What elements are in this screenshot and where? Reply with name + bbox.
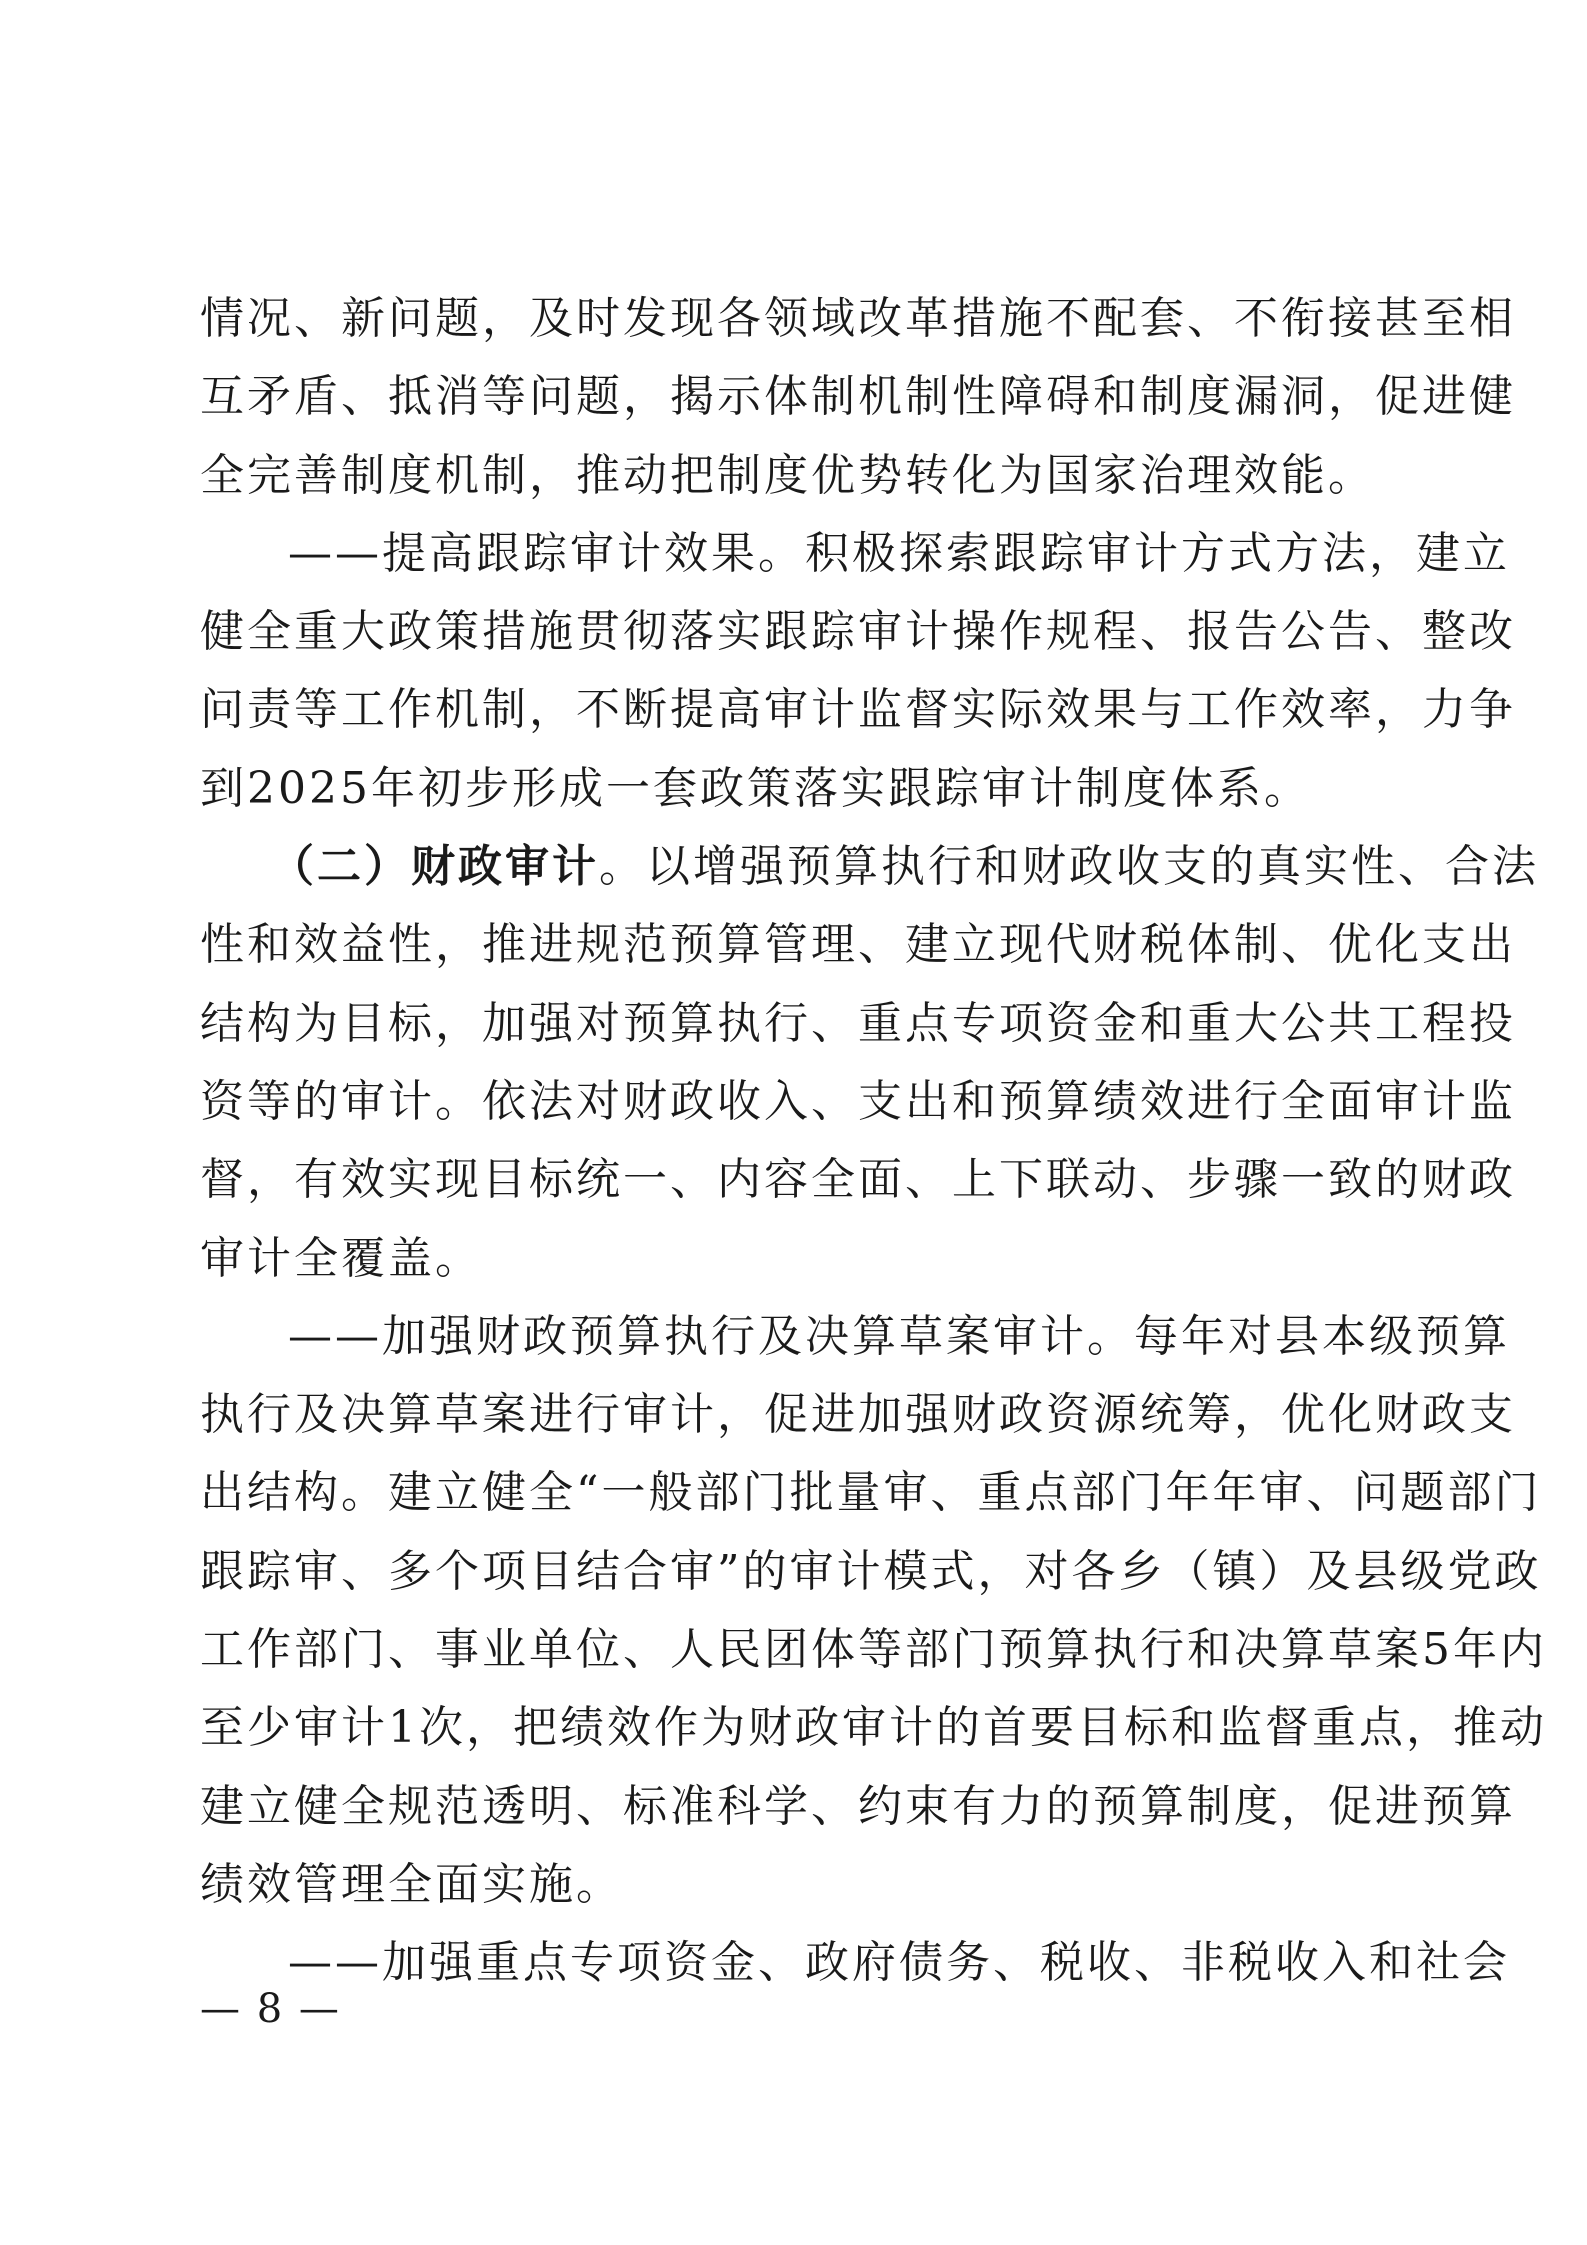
text-line: 性和效益性，推进规范预算管理、建立现代财税体制、优化支出 <box>200 919 1516 971</box>
text-line: ——加强财政预算执行及决算草案审计。每年对县本级预算 <box>288 1310 1510 1362</box>
section-heading-line <box>200 828 1539 906</box>
text-line: 互矛盾、抵消等问题，揭示体制机制性障碍和制度漏洞，促进健 <box>200 371 1516 423</box>
text-line: 出结构。建立健全“一般部门批量审、重点部门年年审、问题部门 <box>200 1467 1542 1519</box>
text-line: 督，有效实现目标统一、内容全面、上下联动、步骤一致的财政 <box>200 1154 1516 1206</box>
text-line: 到2025年初步形成一套政策落实跟踪审计制度体系。 <box>200 762 1311 814</box>
text-line: 问责等工作机制，不断提高审计监督实际效果与工作效率，力争 <box>200 684 1516 736</box>
text-line: 绩效管理全面实施。 <box>200 1858 623 1910</box>
text-line: ——加强重点专项资金、政府债务、税收、非税收入和社会 <box>288 1937 1510 1989</box>
text-line: 执行及决算草案进行审计，促进加强财政资源统筹，优化财政支 <box>200 1389 1516 1441</box>
text-line: 至少审计1次，把绩效作为财政审计的首要目标和监督重点，推动 <box>200 1702 1547 1754</box>
text-line: 建立健全规范透明、标准科学、约束有力的预算制度，促进预算 <box>200 1780 1516 1832</box>
text-line: 审计全覆盖。 <box>200 1232 482 1284</box>
text-line: 结构为目标，加强对预算执行、重点专项资金和重大公共工程投 <box>200 997 1516 1049</box>
text-line: 情况、新问题，及时发现各领域改革措施不配套、不衔接甚至相 <box>200 293 1516 344</box>
text-line: 跟踪审、多个项目结合审”的审计模式，对各乡（镇）及县级党政 <box>200 1545 1542 1597</box>
text-line: 健全重大政策措施贯彻落实跟踪审计操作规程、报告公告、整改 <box>200 606 1516 658</box>
text-line: 全完善制度机制，推动把制度优势转化为国家治理效能。 <box>200 449 1375 501</box>
text-line: 工作部门、事业单位、人民团体等部门预算执行和决算草案5年内 <box>200 1624 1547 1676</box>
body-text <box>200 280 1547 2003</box>
section-heading: （二）财政审计 <box>270 841 599 893</box>
section-heading-rest: 。以增强预算执行和财政收支的真实性、合法 <box>599 841 1539 893</box>
text-line: 资等的审计。依法对财政收入、支出和预算绩效进行全面审计监 <box>200 1075 1516 1127</box>
text-line: ——提高跟踪审计效果。积极探索跟踪审计方式方法，建立 <box>288 527 1510 579</box>
page-number: — 8 — <box>200 1986 341 2032</box>
